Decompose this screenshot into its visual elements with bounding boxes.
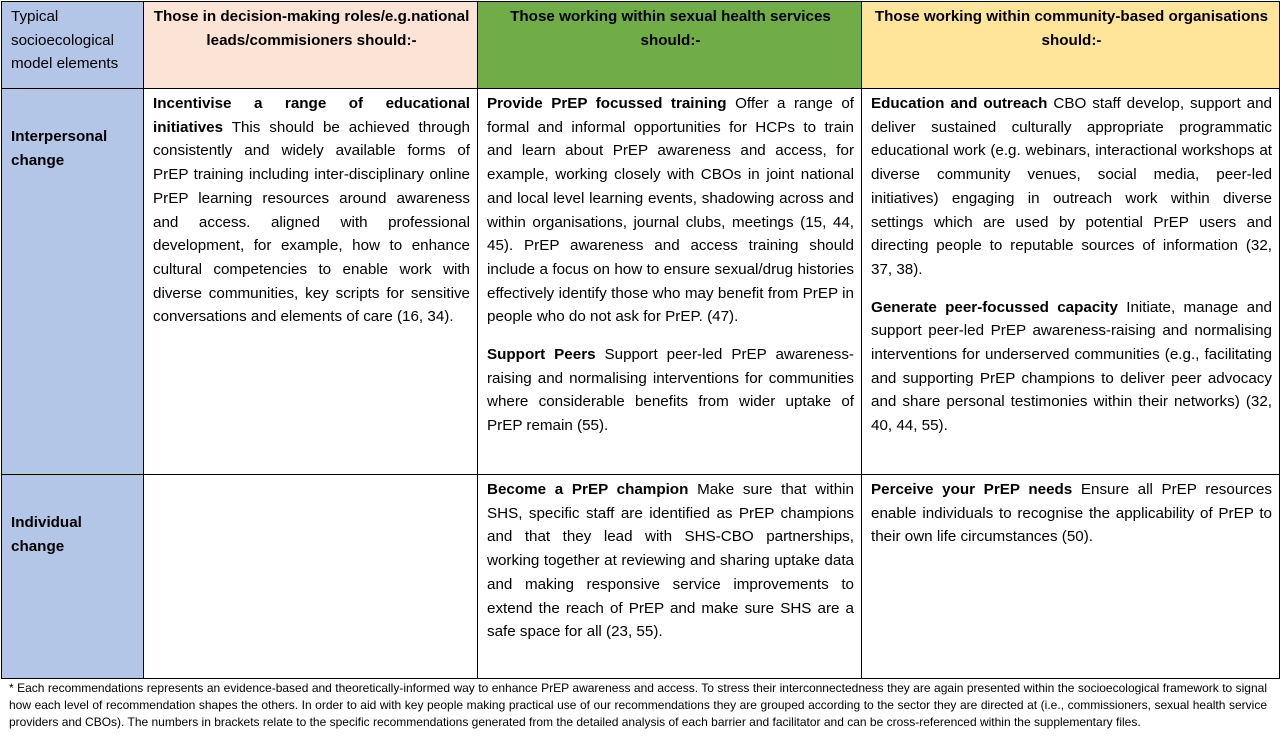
recommendation-item — [487, 343, 854, 438]
recommendation-title: Perceive your PrEP needs — [871, 481, 1073, 498]
table-row-interpersonal — [2, 89, 1280, 475]
level-label-individual: Individual change — [2, 475, 144, 679]
header-model-elements: Typical socioecological model elements — [2, 2, 144, 89]
cell-individual-decision-makers — [144, 475, 478, 679]
cell-interpersonal-community-organisations — [862, 89, 1280, 475]
recommendation-item — [487, 92, 854, 329]
recommendation-title: Incentivise a range of educational initiatives — [153, 95, 470, 136]
recommendation-text: This should be achieved through consistently and widely available forms of PrEP training including inter-disciplinary online PrEP learning resources around awareness and access. aligned with professional development, for example, how to enhance cultural competencies to enable work with diverse communities, key scripts for sensitive conversations and elements of care (16, 34). — [153, 118, 470, 326]
recommendation-text: Initiate, manage and support peer-led PrEP awareness-raising and normalising interventions for underserved communities (e.g., facilitating and supporting PrEP champions to deliver peer advocacy and share personal testimonies within their networks) (32, 40, 44, 55). — [871, 298, 1272, 435]
header-row — [2, 2, 1280, 89]
table-footnote: * Each recommendations represents an evidence-based and theoretically-informed way to enhance PrEP awareness and access. To stress their interconnectedness they are again presented within the socioecological framework to signal how each level of recommendation shapes the others. In order to aid with key people making practical use of our recommendations they are grouped according to the sector they are directed at (i.e., commissioners, sexual health service providers and CBOs). The numbers in brackets relate to the specific recommendations generated from the detailed analysis of each barrier and facilitator and can be cross-referenced within the supplementary files. — [9, 681, 1267, 730]
recommendation-item — [871, 296, 1272, 438]
cell-interpersonal-sexual-health-services — [478, 89, 862, 475]
header-community-organisations: Those working within community-based organisations should:- — [862, 2, 1280, 89]
cell-interpersonal-decision-makers — [144, 89, 478, 475]
recommendation-item — [871, 92, 1272, 282]
recommendation-title: Provide PrEP focussed training — [487, 95, 727, 112]
recommendation-title: Education and outreach — [871, 95, 1048, 112]
recommendation-title: Support Peers — [487, 346, 596, 364]
recommendation-text: Offer a range of formal and informal opportunities for HCPs to train and learn about PrEP awareness and access, for example, working closely with CBOs in joint national and local level learning events, shadowing across and within organisations, journal clubs, meetings (15, 44, 45). PrEP awareness and access training should include a focus on how to ensure sexual/drug histories effectively identify those who may benefit from PrEP in people who do not ask for PrEP. (47). — [487, 95, 854, 326]
recommendation-item — [153, 92, 470, 329]
recommendation-text: Ensure all PrEP resources enable individuals to recognise the applicability of PrEP to their own life circumstances (50). — [871, 481, 1272, 546]
header-decision-makers: Those in decision-making roles/e.g.national leads/commisioners should:- — [144, 2, 478, 89]
level-label-interpersonal: Interpersonal change — [2, 89, 144, 475]
recommendations-table — [1, 1, 1280, 679]
cell-individual-community-organisations — [862, 475, 1280, 679]
recommendation-title: Generate peer-focussed capacity — [871, 298, 1118, 316]
recommendation-item — [487, 478, 854, 644]
cell-individual-sexual-health-services — [478, 475, 862, 679]
recommendation-title: Become a PrEP champion — [487, 481, 689, 498]
recommendation-item — [871, 478, 1272, 549]
recommendation-text: CBO staff develop, support and deliver sustained culturally appropriate programmatic educational work (e.g. webinars, interactional workshops at diverse community venues, social media, peer-led initiatives) engaging in outreach work within diverse settings which are used by potential PrEP users and directing people to reputable sources of information (32, 37, 38). — [871, 95, 1272, 278]
table-row-individual — [2, 475, 1280, 679]
recommendation-text: Make sure that within SHS, specific staff are identified as PrEP champions and that they lead with SHS-CBO partnerships, working together at reviewing and sharing uptake data and making responsive service improvements to extend the reach of PrEP and make sure SHS are a safe space for all (23, 55). — [487, 481, 854, 641]
recommendation-text: Support peer-led PrEP awareness-raising and normalising interventions for communities where considerable benefits from wider uptake of PrEP remain (55). — [487, 346, 854, 435]
header-sexual-health-services: Those working within sexual health services should:- — [478, 2, 862, 89]
